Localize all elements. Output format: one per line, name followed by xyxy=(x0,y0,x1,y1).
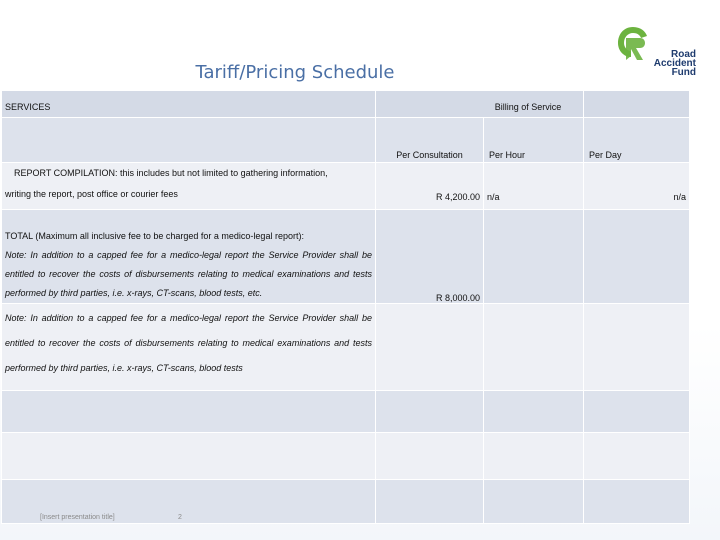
footer-page-number: 2 xyxy=(178,514,182,521)
report-per-day-value: n/a xyxy=(584,163,690,210)
table-row-empty xyxy=(2,391,690,433)
per-day-header: Per Day xyxy=(584,118,690,163)
note-empty-cell-2 xyxy=(484,304,584,391)
empty-cell xyxy=(2,391,376,433)
note-empty-cell-1 xyxy=(376,304,484,391)
total-note: Note: In addition to a capped fee for a medico-legal report the Service Provider shall be entitled to recover the costs of disbursements relating to medical examinations and tests performed by third parties, i.e. x-rays, CT-scans, blood tests, etc. xyxy=(5,250,372,298)
header-empty-cell xyxy=(584,91,690,118)
logo-wordmark xyxy=(646,50,696,77)
table-header-row xyxy=(2,91,690,118)
disbursement-note: Note: In addition to a capped fee for a medico-legal report the Service Provider shall be entitled to recover the costs of disbursements relating to medical examinations and tests performed by third parties, i.e. x-rays, CT-scans, blood tests xyxy=(2,304,376,391)
empty-cell xyxy=(584,433,690,480)
report-per-consultation-value: R 4,200.00 xyxy=(376,163,484,210)
empty-cell xyxy=(376,433,484,480)
logo-line-accident: Accident xyxy=(653,58,696,69)
total-per-day-cell xyxy=(584,210,690,304)
per-consultation-header: Per Consultation xyxy=(376,118,484,163)
empty-cell xyxy=(584,391,690,433)
empty-cell xyxy=(584,480,690,524)
road-accident-fund-logo xyxy=(612,20,696,90)
empty-cell xyxy=(376,480,484,524)
slide-title: Tariff/Pricing Schedule xyxy=(195,62,395,83)
empty-cell xyxy=(484,433,584,480)
total-per-hour-cell xyxy=(484,210,584,304)
logo-line-road: Road xyxy=(671,49,696,60)
report-per-hour-value: n/a xyxy=(484,163,584,210)
note-empty-cell-3 xyxy=(584,304,690,391)
report-compilation-line2: writing the report, post office or courier fees xyxy=(5,189,178,199)
total-cell xyxy=(2,210,376,304)
empty-cell xyxy=(484,391,584,433)
services-header: SERVICES xyxy=(2,91,376,118)
table-subheader-row xyxy=(2,118,690,163)
total-per-consultation-value: R 8,000.00 xyxy=(376,210,484,304)
report-compilation-line1: REPORT COMPILATION: this includes but not limited to gathering information, xyxy=(14,168,328,178)
billing-of-service-header: Billing of Service xyxy=(376,91,584,118)
table-row xyxy=(2,304,690,391)
raf-swirl-icon xyxy=(616,24,650,66)
tariff-table xyxy=(1,90,690,524)
empty-cell xyxy=(376,391,484,433)
empty-cell xyxy=(2,433,376,480)
report-compilation-cell xyxy=(2,163,376,210)
per-hour-header: Per Hour xyxy=(484,118,584,163)
table-row xyxy=(2,163,690,210)
table-row-empty xyxy=(2,433,690,480)
table-row xyxy=(2,210,690,304)
empty-cell xyxy=(484,480,584,524)
footer-presentation-title: [Insert presentation title] xyxy=(40,514,115,521)
subheader-empty-cell xyxy=(2,118,376,163)
logo-line-fund: Fund xyxy=(671,67,696,78)
total-label: TOTAL (Maximum all inclusive fee to be charged for a medico-legal report): xyxy=(5,231,304,241)
